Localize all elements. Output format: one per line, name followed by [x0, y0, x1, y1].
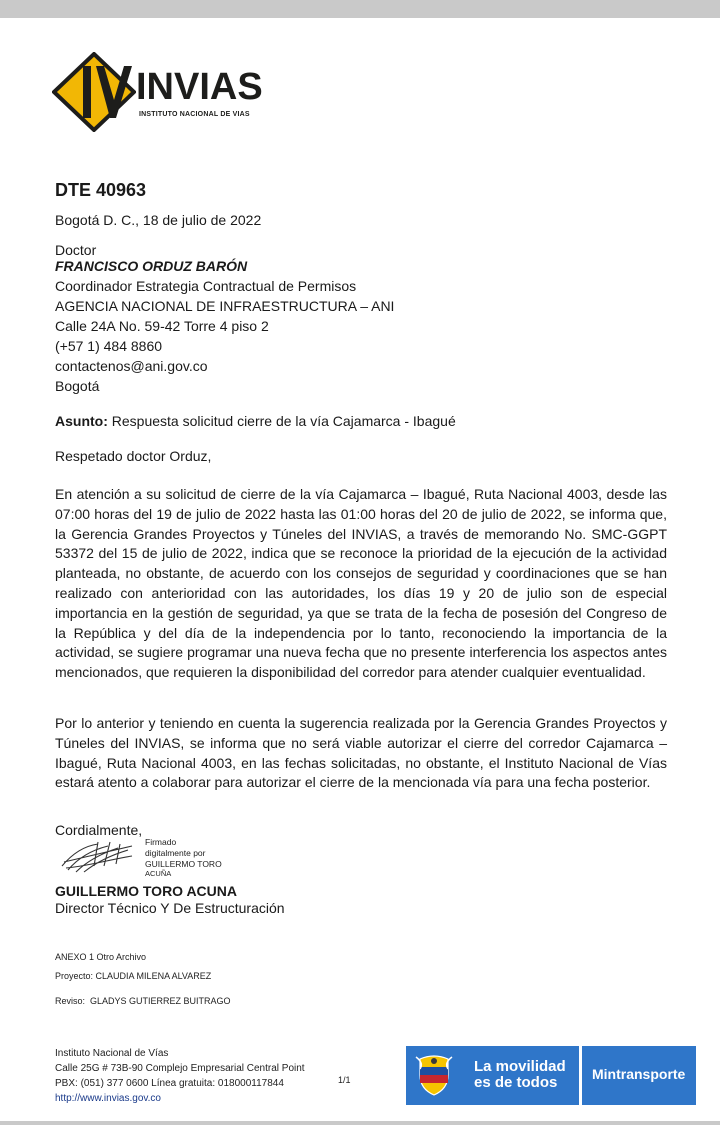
body-paragraph-1: En atención a su solicitud de cierre de la vía Cajamarca – Ibagué, Ruta Nacional 4003, desde las 07:00 horas del 19 de julio de 2022 hasta las 01:00 horas del 20 de julio de 2022, se informa que, la Gerencia Grandes Proyectos y Túneles del INVIAS, a través de memorando No. SMC-GGPT 53372 del 15 de julio de 2022, indica que se reconoce la prioridad de la ejecución de la actividad planteada, no obstante, de acuerdo con los consejos de seguridad y coordinaciones que se han realizado con anterioridad con las autoridades, los días 19 y 20 de julio son de especial importancia en la gestión de seguridad, ya que se trata de la fecha de posesión del Congreso de la República y del día de la independencia por lo tanto, reconociendo la importancia de la actividad, se sugiere programar una nueva fecha que no presente interferencia los aspectos antes mencionados, que requieren la disponibilidad del corredor para atender cualquier eventualidad. [55, 486, 667, 681]
stamp-line: Firmado [145, 837, 177, 847]
review-label: Reviso: [55, 996, 86, 1006]
invias-diamond-icon [52, 52, 136, 132]
recipient-name: FRANCISCO ORDUZ BARÓN [55, 258, 248, 274]
letter-date: Bogotá D. C., 18 de julio de 2022 [55, 212, 262, 228]
signatory-name: GUILLERMO TORO ACUNA [55, 883, 237, 899]
recipient-phone: (+57 1) 484 8860 [55, 338, 163, 354]
slogan-line: La movilidad [474, 1058, 566, 1075]
project-value: CLAUDIA MILENA ALVAREZ [95, 971, 212, 981]
annex-note: ANEXO 1 Otro Archivo [55, 952, 147, 962]
digital-signature-stamp [145, 837, 222, 878]
stamp-line: digitalmente por [145, 848, 206, 858]
ministry-name: Mintransporte [592, 1066, 686, 1082]
review-note [55, 996, 231, 1006]
footer-line: PBX: (051) 377 0600 Línea gratuita: 018000117844 [55, 1078, 284, 1089]
logo-name: INVIAS [136, 66, 263, 108]
closing: Cordialmente, [55, 822, 143, 838]
project-label: Proyecto: [55, 971, 94, 981]
page-number: 1/1 [338, 1075, 351, 1085]
project-note [55, 971, 211, 981]
greeting: Respetado doctor Orduz, [55, 448, 212, 464]
footer-line: Instituto Nacional de Vías [55, 1048, 169, 1059]
recipient-position: Coordinador Estrategia Contractual de Permisos [55, 278, 357, 294]
bottom-border [0, 1121, 720, 1125]
footer-website-link[interactable]: http://www.invias.gov.co [55, 1093, 161, 1104]
logo-subtitle: INSTITUTO NACIONAL DE VIAS [139, 111, 250, 118]
invias-logo [52, 52, 262, 132]
subject-text: Respuesta solicitud cierre de la vía Cajamarca - Ibagué [107, 413, 456, 429]
body-paragraph-2: Por lo anterior y teniendo en cuenta la sugerencia realizada por la Gerencia Grandes Proyectos y Túneles del INVIAS, se informa que no será viable autorizar el cierre del corredor Cajamarca – Ibagué, Ruta Nacional 4003, en las fechas solicitadas, no obstante, el Instituto Nacional de Vías estará atento a colaborar para autorizar el cierre de la mencionada vía para una fecha posterior. [55, 715, 667, 791]
mintransporte-slogan [474, 1059, 566, 1091]
colombia-coat-of-arms-icon [414, 1053, 454, 1097]
recipient-organization: AGENCIA NACIONAL DE INFRAESTRUCTURA – ANI [55, 298, 395, 314]
review-value: GLADYS GUTIERREZ BUITRAGO [90, 996, 231, 1006]
mintransporte-banner [406, 1046, 696, 1105]
stamp-line: ACUÑA [145, 869, 172, 878]
subject-line [55, 411, 456, 431]
stamp-line: GUILLERMO TORO [145, 859, 222, 869]
recipient-city: Bogotá [55, 378, 100, 394]
slogan-line: es de todos [474, 1074, 558, 1091]
footer-line: Calle 25G # 73B-90 Complejo Empresarial Central Point [55, 1063, 305, 1074]
document-reference: DTE 40963 [55, 180, 147, 200]
subject-label: Asunto: [55, 413, 108, 429]
footer-address [55, 1046, 305, 1106]
recipient-title: Doctor [55, 242, 97, 258]
handwritten-signature [58, 836, 138, 878]
recipient-address: Calle 24A No. 59-42 Torre 4 piso 2 [55, 318, 269, 334]
signatory-position: Director Técnico Y De Estructuración [55, 900, 285, 916]
recipient-email: contactenos@ani.gov.co [55, 358, 208, 374]
banner-divider [579, 1046, 582, 1105]
top-border [0, 0, 720, 18]
